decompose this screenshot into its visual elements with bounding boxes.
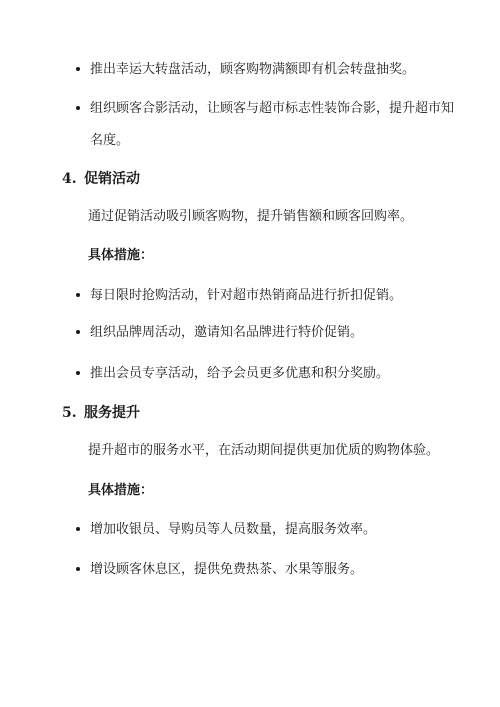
bullet-icon (76, 567, 80, 571)
bullet-icon (76, 106, 80, 110)
list-item-text: 推出会员专享活动，给予会员更多优惠和积分奖励。 (90, 366, 390, 381)
list-item (76, 93, 456, 157)
list-item-text: 组织顾客合影活动，让顾客与超市标志性装饰合影，提升超市知名度。 (90, 101, 455, 148)
section-number: 5. (62, 405, 77, 421)
list-item (76, 54, 456, 86)
list-item (76, 554, 456, 586)
bullet-icon (76, 527, 80, 531)
list-item (76, 317, 456, 349)
list-item (76, 280, 456, 312)
section-title: 促销活动 (84, 171, 140, 187)
section-number: 4. (62, 171, 77, 187)
section-heading (62, 169, 140, 189)
list-item-text: 每日限时抢购活动，针对超市热销商品进行折扣促销。 (90, 288, 403, 303)
list-item-text: 组织品牌周活动，邀请知名品牌进行特价促销。 (90, 325, 364, 340)
measures-label: 具体措施： (88, 248, 154, 263)
list-item (76, 358, 456, 390)
section-heading (62, 403, 140, 423)
list-item-text: 推出幸运大转盘活动，顾客购物满额即有机会转盘抽奖。 (90, 62, 416, 77)
list-item-text: 增设顾客休息区，提供免费热茶、水果等服务。 (90, 562, 364, 577)
list-item-text: 增加收银员、导购员等人员数量，提高服务效率。 (90, 522, 377, 537)
section-intro: 通过促销活动吸引顾客购物，提升销售额和顾客回购率。 (88, 209, 414, 224)
list-item (76, 514, 456, 546)
bullet-icon (76, 67, 80, 71)
bullet-icon (76, 293, 80, 297)
measures-label: 具体措施： (88, 483, 154, 498)
bullet-icon (76, 371, 80, 375)
section-title: 服务提升 (84, 405, 140, 421)
bullet-icon (76, 330, 80, 334)
section-intro: 提升超市的服务水平，在活动期间提供更加优质的购物体验。 (88, 443, 440, 458)
